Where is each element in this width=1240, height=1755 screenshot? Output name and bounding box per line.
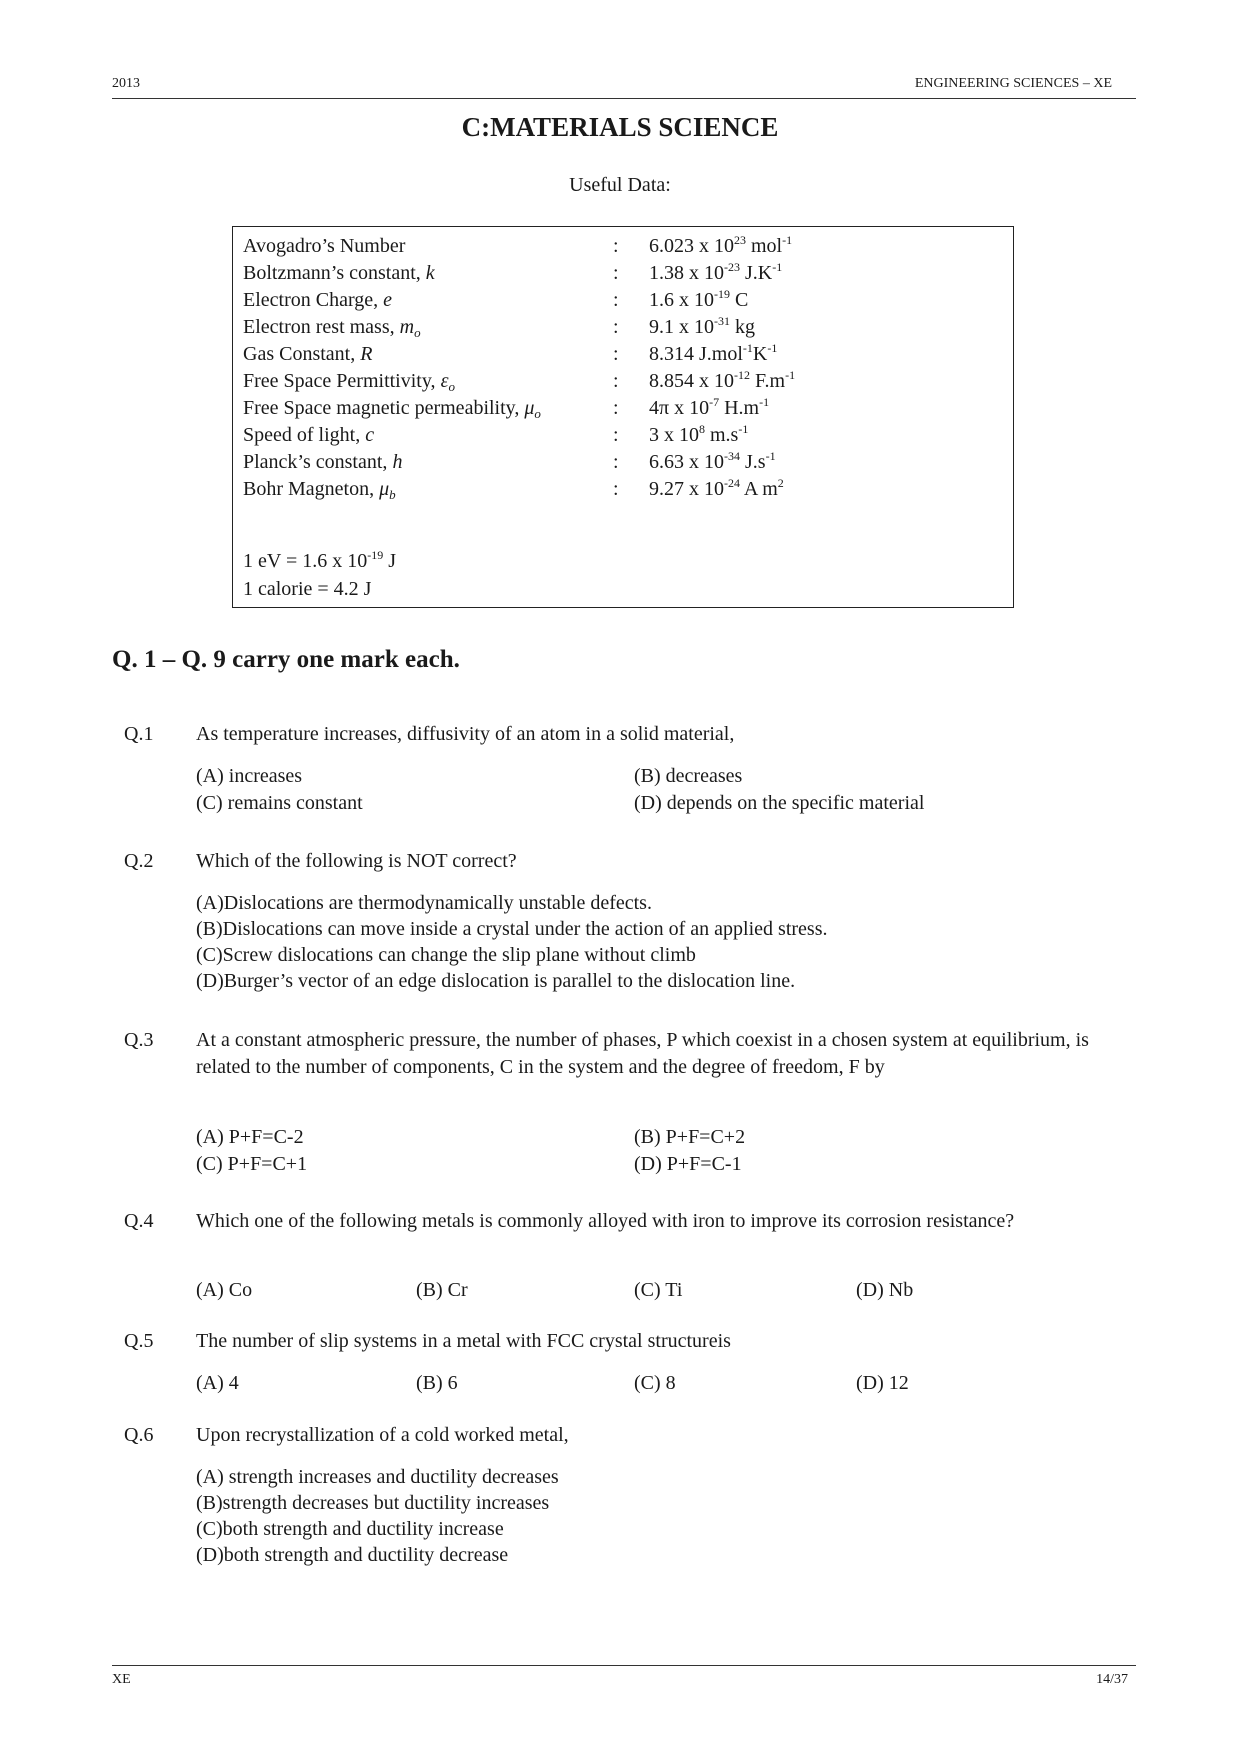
question-text: At a constant atmospheric pressure, the number of phases, P which coexist in a chosen system at equilibrium, is related to the number of components, C in the system and the degree of freedom, F by: [196, 1029, 1089, 1078]
constant-name: Gas Constant, R: [243, 343, 373, 365]
option-c: (C) 8: [634, 1372, 676, 1394]
constant-value: 8.314 $J.mol^{-1}K^{-1}$: [649, 341, 778, 365]
question-text: Which one of the following metals is commonly alloyed with iron to improve its corrosion resistance?: [196, 1210, 1015, 1232]
constant-value: 6.63 x $10^{-34}$ $J.s^{-1}$: [649, 449, 776, 473]
constant-separator: :: [613, 451, 619, 473]
option-a: (A) increases: [196, 765, 303, 787]
option-d: (D) 12: [856, 1372, 909, 1394]
option-a: (A) 4: [196, 1372, 239, 1394]
option-c: (C) P+F=C+1: [196, 1153, 308, 1175]
option-a: (A)Dislocations are thermodynamically unstable defects.: [196, 892, 652, 914]
constant-name: Avogadro’s Number: [243, 235, 406, 257]
option-c: (C)Screw dislocations can change the slip plane without climb: [196, 944, 696, 966]
question-text: Upon recrystallization of a cold worked metal,: [196, 1424, 569, 1446]
constant-separator: :: [613, 478, 619, 500]
option-c: (C) remains constant: [196, 792, 363, 814]
option-b: (B) 6: [416, 1372, 458, 1394]
page-footer: [112, 1665, 1136, 1689]
constant-name: Boltzmann’s constant, k: [243, 262, 435, 284]
constant-name: Free Space magnetic permeability, $\mu_o$: [243, 397, 541, 421]
page-number: 14/37: [1096, 1672, 1128, 1687]
constant-name: Bohr Magneton, $\mu_b$: [243, 478, 396, 502]
paper-code: XE: [112, 1672, 131, 1687]
note-ev: 1 eV = 1.6 x $10^{-19}$ J: [243, 548, 397, 572]
option-a: (A) strength increases and ductility decreases: [196, 1466, 559, 1488]
question-number: Q.5: [124, 1330, 154, 1352]
constant-name: Electron Charge, e: [243, 289, 393, 311]
question-number: Q.3: [124, 1029, 154, 1051]
useful-data-table: [232, 226, 1014, 608]
option-c: (C)both strength and ductility increase: [196, 1518, 504, 1540]
constant-name: Free Space Permittivity, $\varepsilon_o$: [243, 370, 455, 394]
option-b: (B) Cr: [416, 1279, 468, 1301]
constant-value: 8.854 x $10^{-12}$ $F.m^{-1}$: [649, 368, 796, 392]
constant-name: Planck’s constant, h: [243, 451, 403, 473]
question-text: Which of the following is NOT correct?: [196, 850, 517, 872]
option-d: (D) depends on the specific material: [634, 792, 925, 814]
question-text: The number of slip systems in a metal with FCC crystal structureis: [196, 1330, 731, 1352]
section-title: C:MATERIALS SCIENCE: [461, 112, 779, 142]
question-text: As temperature increases, diffusivity of an atom in a solid material,: [196, 723, 735, 745]
option-d: (D) Nb: [856, 1279, 914, 1301]
paper-subject: ENGINEERING SCIENCES – XE: [914, 76, 1112, 91]
option-d: (D)both strength and ductility decrease: [196, 1544, 509, 1566]
page-header: [112, 76, 1136, 99]
note-calorie: 1 calorie = 4.2 J: [243, 578, 372, 600]
exam-year: 2013: [112, 76, 140, 91]
constant-value: 3 x $10^8$ $m.s^{-1}$: [649, 422, 749, 446]
constant-value: 9.1 x $10^{-31}$ kg: [649, 314, 755, 338]
constant-value: 9.27 x $10^{-24}$ A $m^2$: [649, 476, 784, 500]
option-b: (B)Dislocations can move inside a crystal under the action of an applied stress.: [196, 918, 828, 940]
marks-heading: Q. 1 – Q. 9 carry one mark each.: [112, 646, 460, 673]
constant-separator: :: [613, 316, 619, 338]
question-number: Q.1: [124, 723, 154, 745]
constant-separator: :: [613, 370, 619, 392]
constant-value: 4π x $10^{-7}$ $H.m^{-1}$: [649, 395, 770, 419]
option-b: (B)strength decreases but ductility increases: [196, 1492, 550, 1514]
option-c: (C) Ti: [634, 1279, 683, 1301]
constant-value: 6.023 x $10^{23}$ mol$^{-1}$: [649, 233, 793, 257]
option-b: (B) decreases: [634, 765, 743, 787]
question-number: Q.2: [124, 850, 154, 872]
option-b: (B) P+F=C+2: [634, 1126, 746, 1148]
option-a: (A) P+F=C-2: [196, 1126, 304, 1148]
question-number: Q.6: [124, 1424, 154, 1446]
constant-separator: :: [613, 289, 619, 311]
option-d: (D) P+F=C-1: [634, 1153, 742, 1175]
constant-value: 1.6 x $10^{-19}$ C: [649, 287, 749, 311]
constant-separator: :: [613, 262, 619, 284]
constant-separator: :: [613, 424, 619, 446]
constant-name: Speed of light, c: [243, 424, 375, 446]
question-number: Q.4: [124, 1210, 154, 1232]
constant-separator: :: [613, 397, 619, 419]
constant-name: Electron rest mass, $m_o$: [243, 316, 421, 340]
constant-separator: :: [613, 235, 619, 257]
option-a: (A) Co: [196, 1279, 253, 1301]
useful-data-label: Useful Data:: [569, 174, 671, 196]
constant-separator: :: [613, 343, 619, 365]
option-d: (D)Burger’s vector of an edge dislocation is parallel to the dislocation line.: [196, 970, 796, 992]
constant-value: 1.38 x $10^{-23}$ $J.K^{-1}$: [649, 260, 783, 284]
